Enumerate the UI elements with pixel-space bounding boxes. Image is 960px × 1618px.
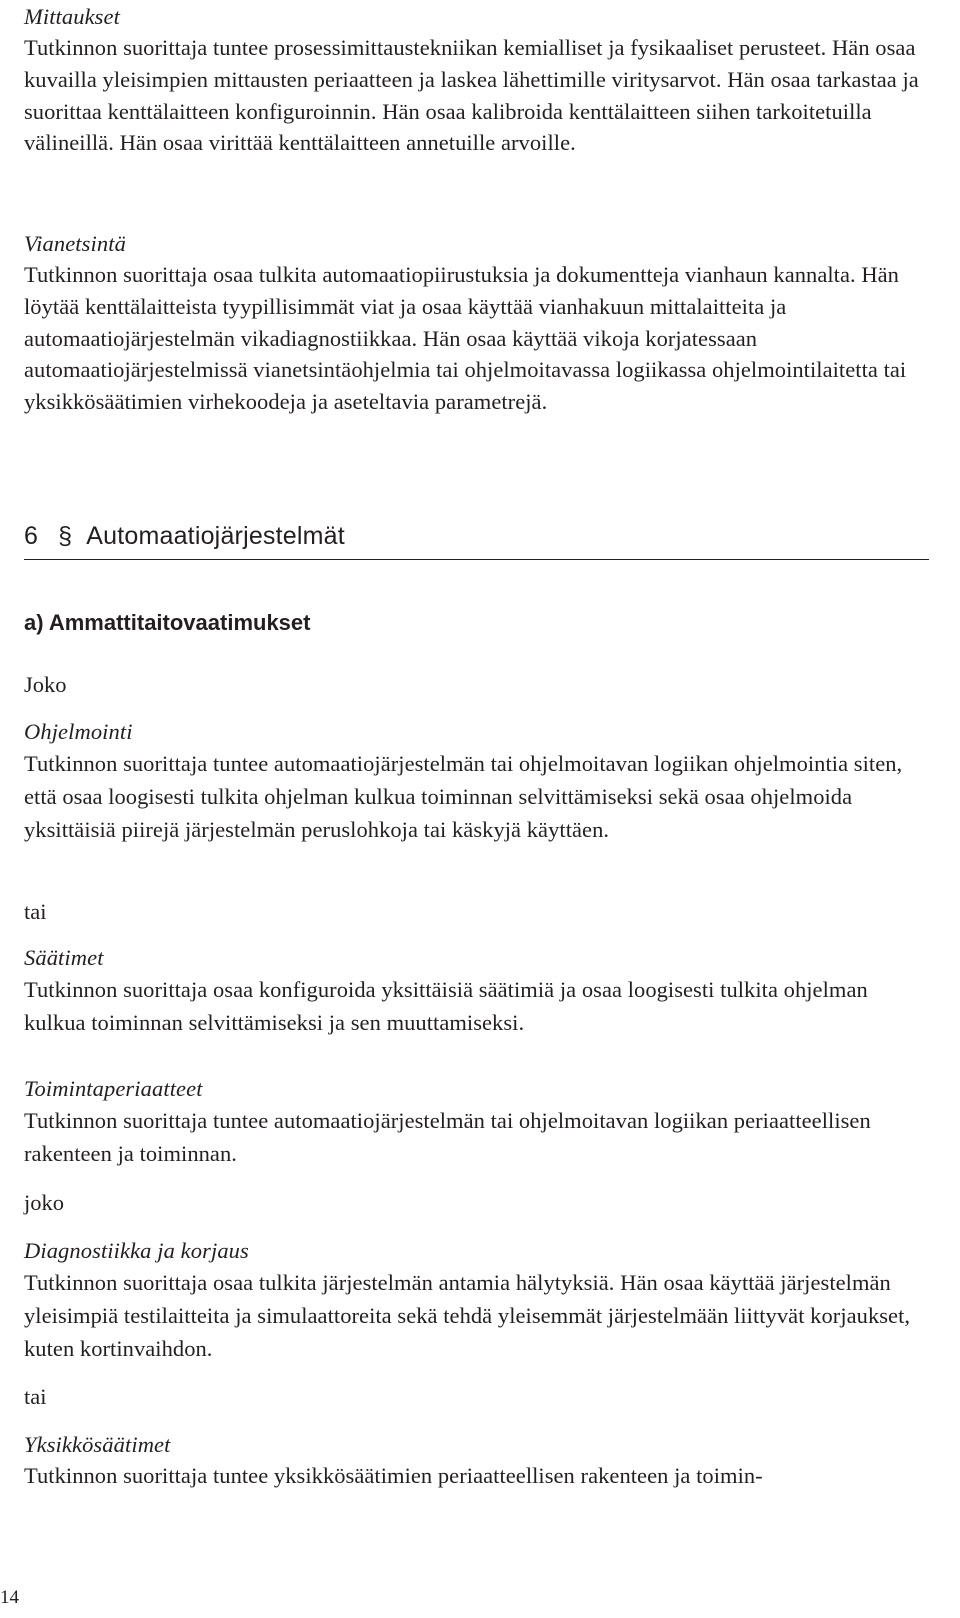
section-sign: § (58, 522, 73, 550)
joko-label: joko (24, 1190, 65, 1215)
tai-label: tai (24, 1384, 47, 1409)
section-heading: Mittaukset (24, 4, 120, 29)
section-ohjelmointi (24, 717, 929, 846)
section-paragraph: Tutkinnon suorittaja osaa tulkita järjestelmän antamia hälytyksiä. Hän osaa käyttää järjestelmän yleisimpiä testilaitteita ja simulaattoreita sekä tehdä yleisemmät järjestelmään liittyvät korjaukset, kuten kortinvaihdon. (24, 1270, 911, 1361)
section-paragraph: Tutkinnon suorittaja tuntee automaatiojärjestelmän tai ohjelmoitavan logiikan ohjelmointia siten, että osaa loogisesti tulkita ohjelman kulkua toiminnan selvittämiseksi sekä osaa ohjelmoida yksittäisiä piirejä järjestelmän peruslohkoja tai käskyjä käyttäen. (24, 751, 903, 842)
section-paragraph: Tutkinnon suorittaja osaa tulkita automaatiopiirustuksia ja dokumentteja vianhaun kannalta. Hän löytää kenttälaitteista tyypillisimmät viat ja osaa käyttää vianhakuun mittalaitteita ja automaatiojärjestelmän vikadiagnostiikkaa. Hän osaa käyttää vikoja korjatessaan automaatiojärjestelmissä vianetsintäohjelmia tai ohjelmoitavassa logiikassa ohjelmointilaitetta tai yksikkösäätimien virhekoodeja ja aseteltavia parametrejä. (24, 262, 907, 415)
section-heading: Yksikkösäätimet (24, 1432, 171, 1457)
tai-label: tai (24, 899, 47, 924)
section-paragraph: Tutkinnon suorittaja tuntee prosessimittaustekniikan kemialliset ja fysikaaliset perusteet. Hän osaa kuvailla yleisimpien mittausten periaatteen ja laskea lähettimille viritysarvot. Hän osaa tarkastaa ja suorittaa kenttälaitteen konfiguroinnin. Hän osaa kalibroida kenttälaitteen siihen tarkoitetuilla välineillä. Hän osaa virittää kenttälaitteen annetuille arvoille. (24, 35, 919, 156)
section-heading: Ohjelmointi (24, 719, 133, 744)
section-paragraph: Tutkinnon suorittaja tuntee automaatiojärjestelmän tai ohjelmoitavan logiikan periaatteellisen rakenteen ja toiminnan. (24, 1108, 871, 1166)
section-vianetsinta (24, 229, 929, 418)
chapter-number: 6 (24, 522, 39, 550)
subheading: a) Ammattitaitovaatimukset (24, 610, 311, 635)
section-paragraph: Tutkinnon suorittaja osaa konfiguroida yksittäisiä säätimiä ja osaa loogisesti tulkita ohjelman kulkua toiminnan selvittämiseksi ja sen muuttamiseksi. (24, 977, 868, 1035)
section-saatimet (24, 943, 929, 1039)
section-mittaukset (24, 2, 929, 159)
page-number: 14 (0, 1587, 19, 1608)
section-heading: Säätimet (24, 945, 104, 970)
section-yksikkosaatimet (24, 1430, 929, 1492)
section-toimintaperiaatteet (24, 1074, 929, 1170)
section-heading: Vianetsintä (24, 231, 126, 256)
section-heading: Toimintaperiaatteet (24, 1076, 203, 1101)
chapter-title: Automaatiojärjestelmät (86, 522, 345, 550)
chapter-heading (24, 521, 929, 560)
section-diagnostiikka (24, 1236, 929, 1365)
section-paragraph: Tutkinnon suorittaja tuntee yksikkösäätimien periaatteellisen rakenteen ja toimin- (24, 1463, 763, 1488)
section-heading: Diagnostiikka ja korjaus (24, 1238, 249, 1263)
joko-label: Joko (24, 672, 67, 697)
